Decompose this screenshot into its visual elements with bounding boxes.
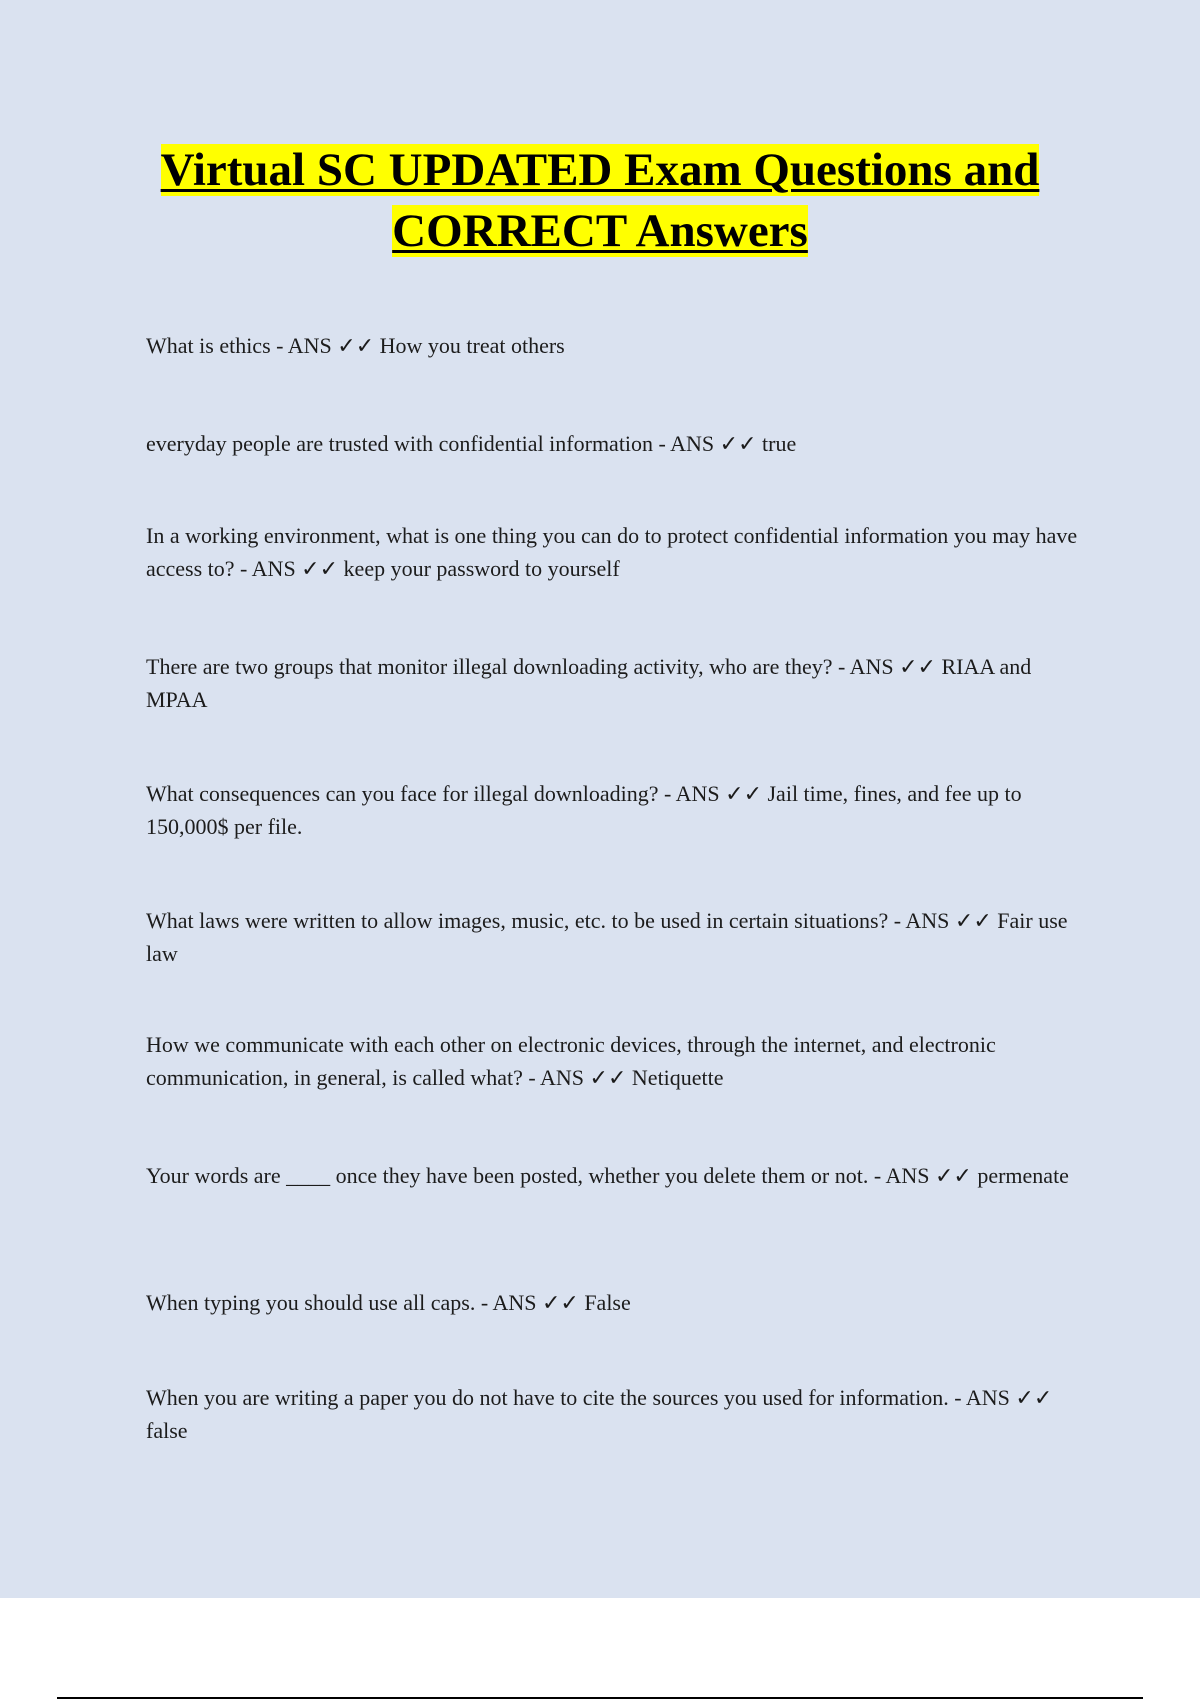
qa-item-2: everyday people are trusted with confidential information - ANS ✓✓ true [146, 431, 797, 456]
qa-item-3: In a working environment, what is one thing you can do to protect confidential information you may have access to? - ANS ✓✓ keep your password to yourself [146, 523, 1078, 581]
qa-item-7: How we communicate with each other on electronic devices, through the internet, and electronic communication, in general, is called what? - ANS ✓✓ Netiquette [146, 1032, 996, 1090]
title-line-1: Virtual SC UPDATED Exam Questions and [160, 144, 1040, 196]
qa-item-10: When you are writing a paper you do not have to cite the sources you used for information. - ANS ✓✓ false [146, 1385, 1053, 1443]
qa-item-9: When typing you should use all caps. - ANS ✓✓ False [146, 1290, 631, 1315]
qa-item-8: Your words are ____ once they have been posted, whether you delete them or not. - ANS ✓✓ permenate [146, 1163, 1069, 1188]
qa-item-1: What is ethics - ANS ✓✓ How you treat others [146, 333, 565, 358]
document-title [100, 140, 1100, 262]
title-line-2: CORRECT Answers [392, 205, 808, 257]
qa-item-5: What consequences can you face for illegal downloading? - ANS ✓✓ Jail time, fines, and fee up to 150,000$ per file. [146, 781, 1022, 839]
qa-item-6: What laws were written to allow images, music, etc. to be used in certain situations? - ANS ✓✓ Fair use law [146, 908, 1068, 966]
qa-item-4: There are two groups that monitor illegal downloading activity, who are they? - ANS ✓✓ RIAA and MPAA [146, 654, 1032, 712]
footer-divider [57, 1697, 1143, 1699]
